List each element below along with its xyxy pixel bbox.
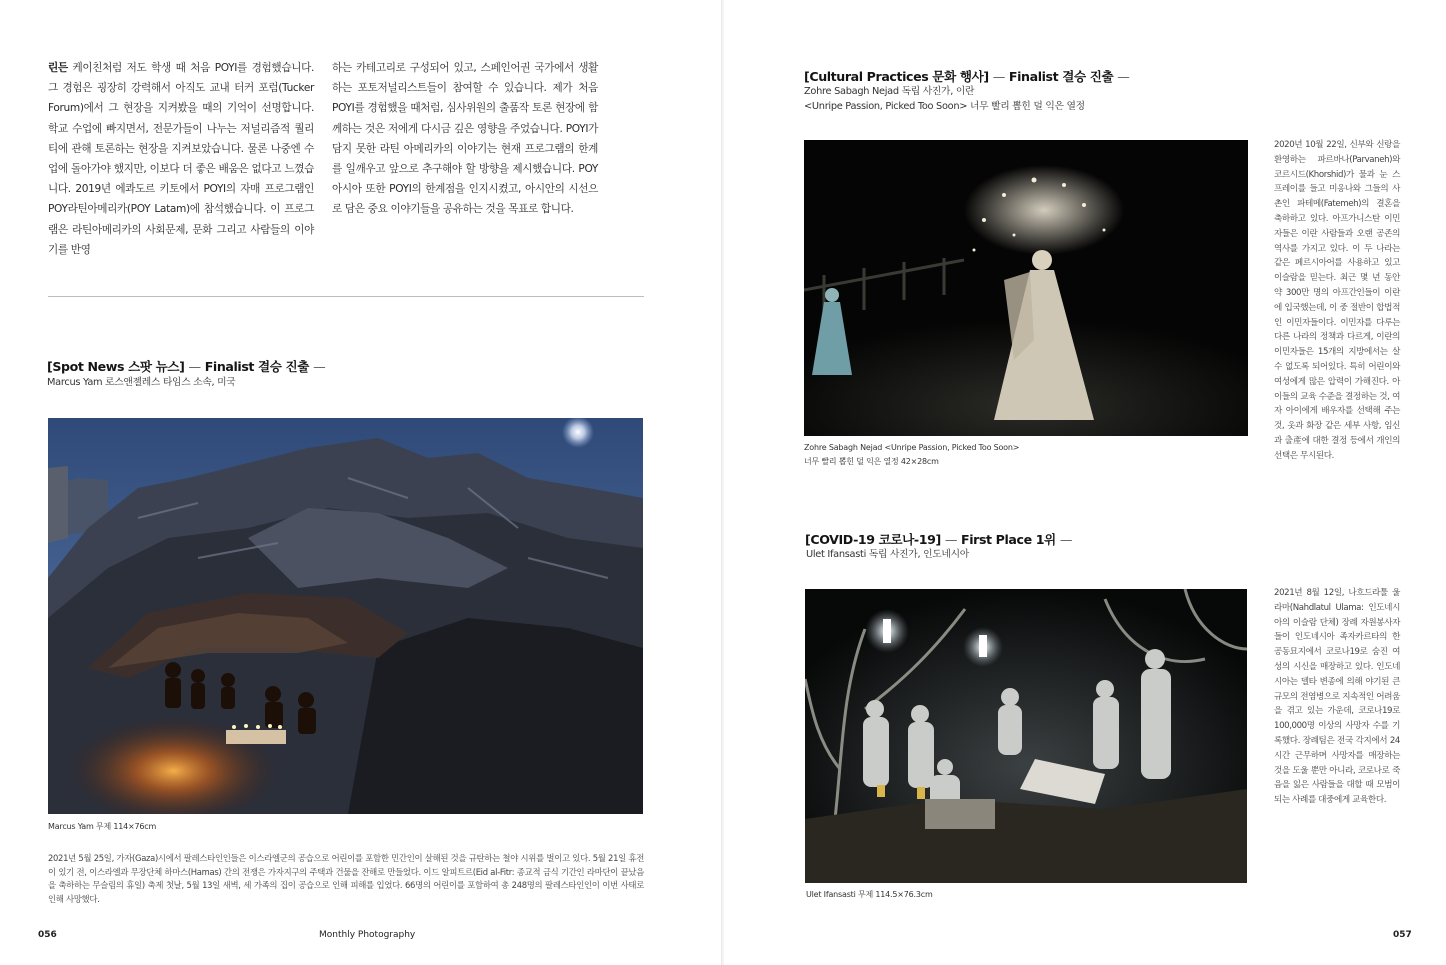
cultural-description: 2020년 10월 22일, 신부와 신랑을 환영하는 파르바나(Parvaneh)와 코르시드(Khorshid)가 물과 눈 스프레이를 들고 미옹나와 그들의 사촌인 파테메(Fatemeh)의 결혼을 축하하고 있다. 아프가니스탄 이민자들은 이란 사람들과 오랜 공존의 역사를 가지고 있다. 이 두 나라는 같은 페르시아어를 사용하고 있고 이슬람을 믿는다. 최근 몇 년 동안 약 300만 명의 아프간인들이 이란에 입국했는데, 이 중 절반이 합법적인 이민자들이다. 이민자를 다루는 다른 나라의 정책과 다르게, 이란의 이민자들은 15개의 지방에서는 살 수 없도록 되어있다. 특히 어린이와 여성에게 많은 압력이 가해진다. 아이들의 교육 수준을 결정하는 것, 여자 아이에게 배우자를 선택해 주는 것, 옷과 화장 같은 세부 사항, 임신과 출產에 대한 결정 등에서 개인의 선택은 무시된다. [1274,140,1400,461]
body-column-2-text: 하는 카테고리로 구성되어 있고, 스페인어권 국가에서 생활하는 포토저널리스트들이 참여할 수 있습니다. 제가 처음 POYI를 경험했을 때처럼, 심사위원의 출품작 토론 현장에 함께하는 것은 저에게 다시금 깊은 영향을 주었습니다. POYI가 담지 못한 라틴 아메리카의 이야기는 현재 프로그램의 한계를 일깨우고 앞으로 추구해야 할 방향을 제시했습니다. POY아시아 또한 POYI의 한계점을 인지시켰고, 아시안의 시선으로 담은 중요 이야기들을 공유하는 것을 목표로 합니다. [332,62,598,216]
heading-dash: — [1059,532,1073,547]
burial-team-illustration [805,589,1247,883]
page-number-right: 057 [1393,930,1412,940]
spot-news-credit: Marcus Yam 로스앤젤레스 타임스 소속, 미국 [47,377,236,388]
magazine-name: Monthly Photography [319,930,416,940]
left-page [0,0,722,965]
cultural-heading [804,66,1130,85]
cultural-caption-line2: 너무 빨리 뽑힌 덜 익은 열정 42×28cm [804,457,939,466]
covid-credit: Ulet Ifansasti 독립 사진가, 인도네시아 [806,549,969,560]
wedding-night-illustration [804,140,1248,436]
heading-dash: — [944,532,958,547]
heading-dash: — [188,359,201,374]
spot-news-description: 2021년 5월 25일, 가자(Gaza)시에서 팔레스타인인들은 이스라엘군의 공습으로 어린이를 포함한 민간인이 살해된 것을 규탄하는 철야 시위를 벌이고 있다. 5월 21일 휴전이 있기 전, 이스라엘과 무장단체 하마스(Hamas) 간의 전쟁은 가자지구의 주택과 건물을 잔해로 만들었다. 이드 알피트르(Eid al-Fitr: 종교적 금식 기간인 라마단이 끝났음을 축하하는 무슬림의 휴일) 축제 첫날, 5월 13일 새벽, 세 가족의 집이 공습으로 인해 피해를 입었다. 66명의 어린이를 포함하여 총 248명의 팔레스타인인이 이번 사태로 인해 사망했다. [48,853,644,904]
spot-news-heading [47,356,325,375]
covid-photo [805,589,1247,883]
gaza-rubble-illustration [48,418,643,814]
cultural-work-title: <Unripe Passion, Picked Too Soon> 너무 빨리 뽑힌 덜 익은 열정 [804,101,1085,112]
page-number-left: 056 [38,930,57,940]
cultural-credit: Zohre Sabagh Nejad 독립 사진가, 이란 [804,86,975,97]
lead-word: 린든 [48,62,68,74]
cultural-photo [804,140,1248,436]
right-page [724,0,1446,965]
cultural-category: [Cultural Practices 문화 행사] [804,69,989,84]
covid-category: [COVID-19 코로나-19] [805,532,941,547]
spot-news-caption: Marcus Yam 무제 114×76cm [48,822,157,831]
covid-caption: Ulet Ifansasti 무제 114.5×76.3cm [806,890,933,899]
spot-news-award: Finalist 결승 진출 [204,359,310,374]
spot-news-category: [Spot News 스팟 뉴스] [47,359,185,374]
heading-dash: — [992,69,1005,84]
cultural-caption-line1: Zohre Sabagh Nejad <Unripe Passion, Picked Too Soon> [804,443,1020,452]
body-column-1-text: 케이친처럼 저도 학생 때 처음 POYI를 경험했습니다. 그 경험은 굉장히 강력해서 아직도 교내 터커 포럼(Tucker Forum)에서 그 현장을 지켜봤을 때의 기억이 선명합니다. 학교 수업에 빠지면서, 전문가들이 나누는 저널리즘적 퀄리티에 관해 토론하는 현장을 지켜보았습니다. 물론 나중엔 수업에 돌아가야 했지만, 이보다 더 좋은 배움은 없다고 느꼈습니다. 2019년 에콰도르 키토에서 POYI의 자매 프로그램인 POY라틴아메리카(POY Latam)에 참석했습니다. 이 프로그램은 라틴아메리카의 사회문제, 문화 그리고 사람들의 이야기를 반영 [48,62,314,256]
spot-news-photo [48,418,643,814]
covid-description: 2021년 8월 12일, 나흐드라툴 울라마(Nahdlatul Ulama: 인도네시아의 이슬람 단체) 장례 자원봉사자들이 인도네시아 족자카르타의 한 공동묘지에서 코로나19로 숨진 여성의 시신을 매장하고 있다. 인도네시아는 델타 변종에 의해 야기된 큰 규모의 전염병으로 지속적인 어려움을 겪고 있는 가운데, 코로나19로 100,000명 이상의 사망자 수를 기록했다. 장례팀은 전국 각지에서 24시간 근무하며 사망자를 매장하는 것을 도울 뿐만 아니라, 코로나로 죽음을 잃은 사람들을 대할 때 모범이 되는 사례를 대중에게 교육한다. [1274,588,1400,806]
heading-dash: — [1117,69,1130,84]
covid-heading [805,529,1072,548]
body-column-1 [48,58,314,260]
covid-award: First Place 1위 [961,532,1056,547]
cultural-award: Finalist 결승 진출 [1008,69,1114,84]
body-column-2 [332,58,598,220]
section-divider [48,296,644,297]
heading-dash: — [313,359,326,374]
